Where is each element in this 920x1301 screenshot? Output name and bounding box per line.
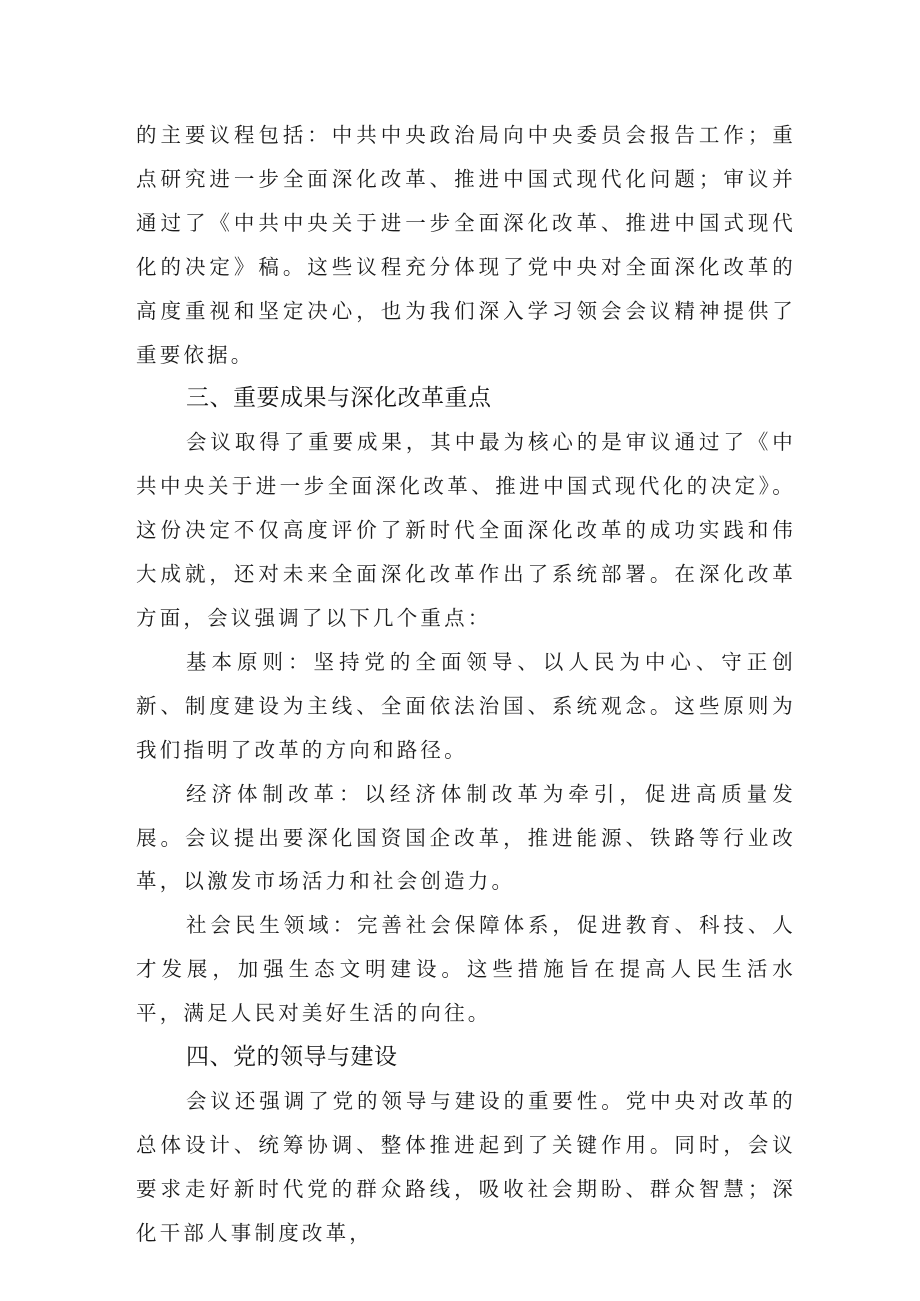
paragraph-party-leadership: 会议还强调了党的领导与建设的重要性。党中央对改革的总体设计、统筹协调、整体推进起到了关键作用。同时，会议要求走好新时代党的群众路线，吸收社会期盼、群众智慧；深化干部人事制度改革， <box>136 1088 796 1245</box>
paragraph-social-livelihood: 社会民生领域：完善社会保障体系，促进教育、科技、人才发展，加强生态文明建设。这些措施旨在提高人民生活水平，满足人民对美好生活的向往。 <box>136 913 796 1026</box>
section-heading-3: 三、重要成果与深化改革重点 <box>186 385 492 412</box>
paragraph-results: 会议取得了重要成果，其中最为核心的是审议通过了《中共中央关于进一步全面深化改革、推进中国式现代化的决定》。这份决定不仅高度评价了新时代全面深化改革的成功实践和伟大成就，还对未来全面深化改革作出了系统部署。在深化改革方面，会议强调了以下几个重点： <box>136 430 796 630</box>
paragraph-economic-reform: 经济体制改革：以经济体制改革为牵引，促进高质量发展。会议提出要深化国资国企改革，推进能源、铁路等行业改革，以激发市场活力和社会创造力。 <box>136 781 796 894</box>
paragraph-continuation: 的主要议程包括：中共中央政治局向中央委员会报告工作；重点研究进一步全面深化改革、推进中国式现代化问题；审议并通过了《中共中央关于进一步全面深化改革、推进中国式现代化的决定》稿。这些议程充分体现了党中央对全面深化改革的高度重视和坚定决心，也为我们深入学习领会会议精神提供了重要依据。 <box>136 123 796 367</box>
section-heading-4: 四、党的领导与建设 <box>186 1044 398 1071</box>
document-body <box>136 114 796 1256</box>
paragraph-basic-principles: 基本原则：坚持党的全面领导、以人民为中心、守正创新、制度建设为主线、全面依法治国、系统观念。这些原则为我们指明了改革的方向和路径。 <box>136 649 796 762</box>
